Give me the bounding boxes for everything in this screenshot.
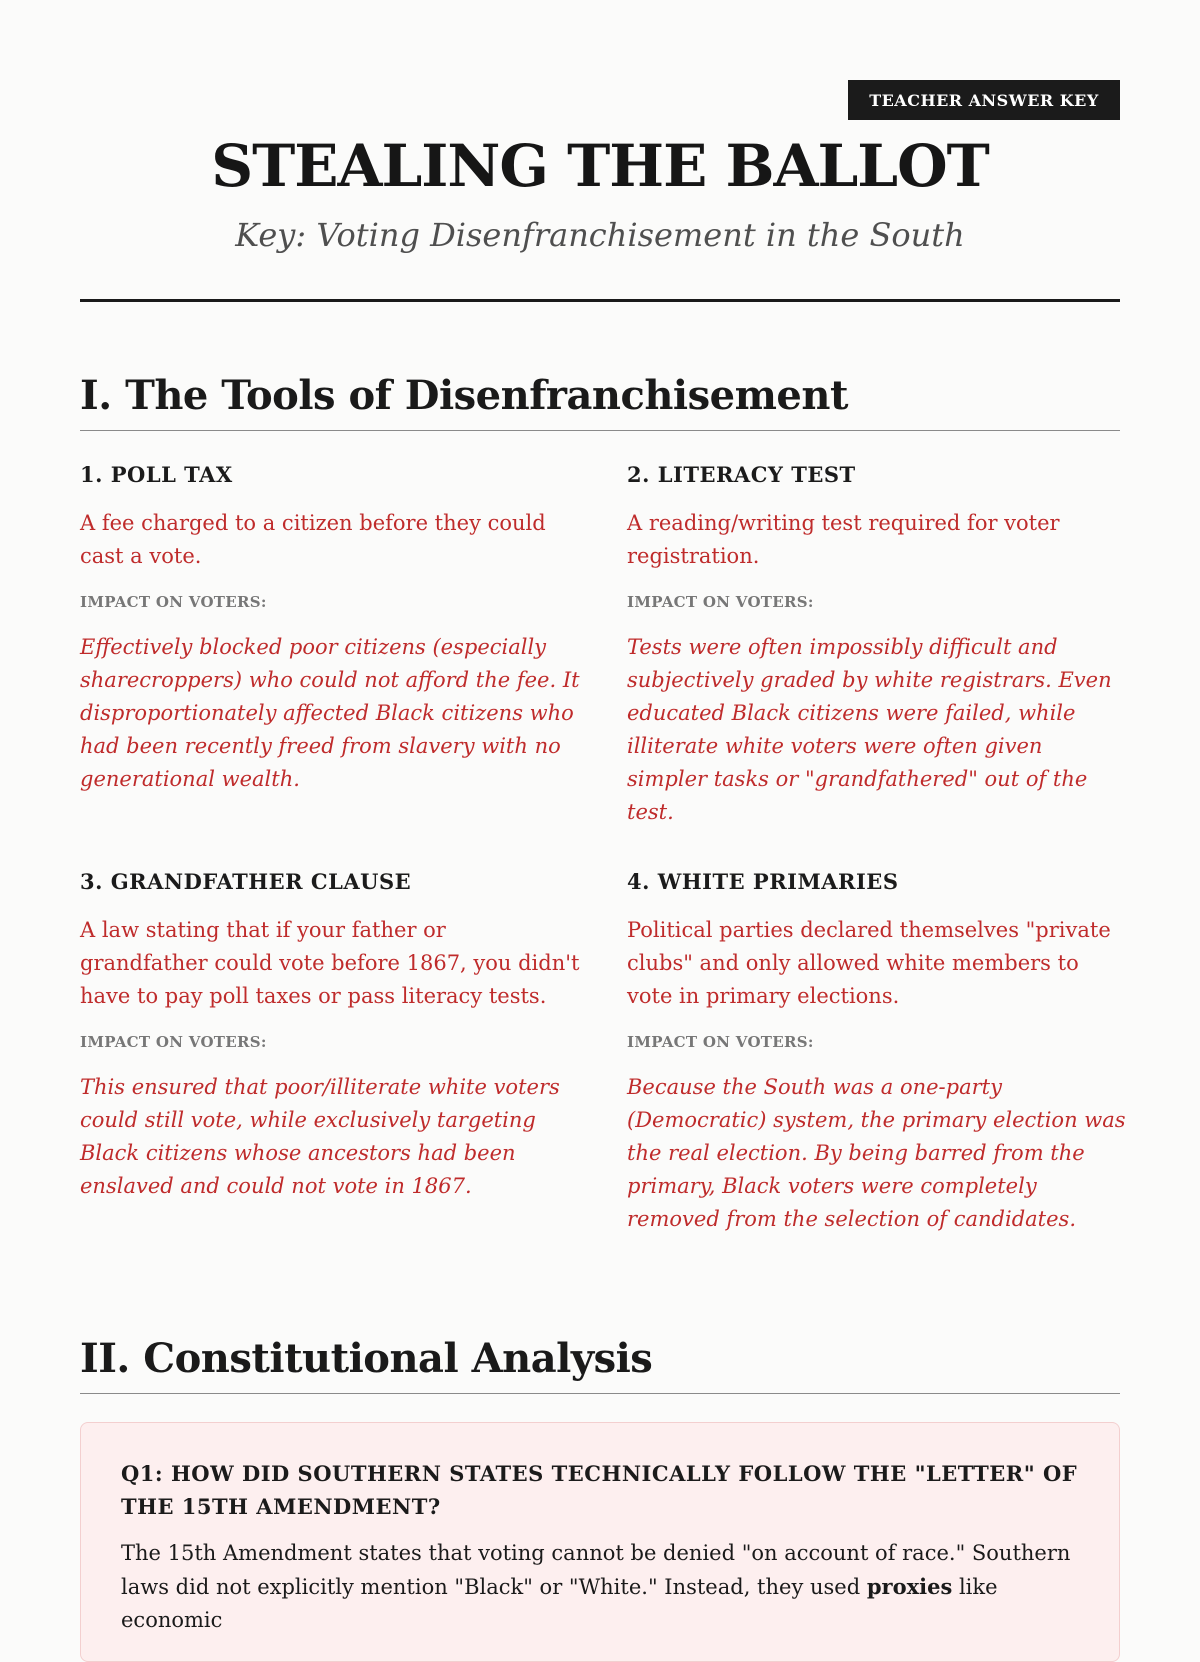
section-1-divider bbox=[80, 430, 1120, 431]
tool-name: 1. POLL TAX bbox=[80, 462, 233, 487]
page-subtitle: Key: Voting Disenfranchisement in the South bbox=[235, 216, 965, 254]
teacher-answer-key-badge: TEACHER ANSWER KEY bbox=[848, 80, 1120, 120]
impact-text: Because the South was a one-party (Democratic) system, the primary election was the real election. By being barred from the primary, Black voters were completely removed from the selection of candidates. bbox=[627, 1075, 1126, 1231]
tool-poll-tax bbox=[80, 462, 580, 796]
tool-literacy-test bbox=[627, 462, 1127, 829]
tool-name: 3. GRANDFATHER CLAUSE bbox=[80, 869, 412, 894]
section-2-divider bbox=[80, 1393, 1120, 1394]
impact-label: IMPACT ON VOTERS: bbox=[80, 1033, 267, 1051]
section-2-heading: II. Constitutional Analysis bbox=[80, 1335, 653, 1382]
tool-definition: A reading/writing test required for voter registration. bbox=[627, 511, 1060, 568]
tool-definition: A fee charged to a citizen before they could cast a vote. bbox=[80, 511, 546, 568]
question-1-text: Q1: HOW DID SOUTHERN STATES TECHNICALLY FOLLOW THE "LETTER" OF THE 15TH AMENDMENT? bbox=[121, 1461, 1078, 1519]
impact-label: IMPACT ON VOTERS: bbox=[627, 1033, 814, 1051]
impact-text: Tests were often impossibly difficult and subjectively graded by white registrars. Even educated Black citizens were failed, while illiterate white voters were often given simpler tasks or "grandfathered" out of the test. bbox=[627, 635, 1112, 824]
tool-definition: Political parties declared themselves "private clubs" and only allowed white members to vote in primary elections. bbox=[627, 918, 1111, 1008]
impact-text: This ensured that poor/illiterate white voters could still vote, while exclusively targeting Black citizens whose ancestors had been enslaved and could not vote in 1867. bbox=[80, 1075, 560, 1198]
page-title: STEALING THE BALLOT bbox=[211, 132, 989, 200]
question-1-answer bbox=[121, 1537, 1079, 1637]
section-1-heading: I. The Tools of Disenfranchisement bbox=[80, 372, 848, 419]
tool-grandfather-clause bbox=[80, 869, 580, 1203]
tool-name: 4. WHITE PRIMARIES bbox=[627, 869, 899, 894]
answer-text-end: like economic bbox=[121, 1575, 998, 1632]
tool-name: 2. LITERACY TEST bbox=[627, 462, 856, 487]
tool-definition: A law stating that if your father or grandfather could vote before 1867, you didn't have to pay poll taxes or pass literacy tests. bbox=[80, 918, 580, 1008]
tool-white-primaries bbox=[627, 869, 1127, 1236]
impact-label: IMPACT ON VOTERS: bbox=[80, 593, 267, 611]
impact-text: Effectively blocked poor citizens (especially sharecroppers) who could not afford the fee. It disproportionately affected Black citizens who had been recently freed from slavery with no generational wealth. bbox=[80, 635, 580, 791]
question-1-box bbox=[80, 1422, 1120, 1662]
answer-text-start: The 15th Amendment states that voting cannot be denied "on account of race." Southern laws did not explicitly mention "Black" or "White." Instead, they used bbox=[121, 1541, 1071, 1599]
header-divider bbox=[80, 299, 1120, 302]
impact-label: IMPACT ON VOTERS: bbox=[627, 593, 814, 611]
answer-bold-term: proxies bbox=[866, 1574, 953, 1599]
